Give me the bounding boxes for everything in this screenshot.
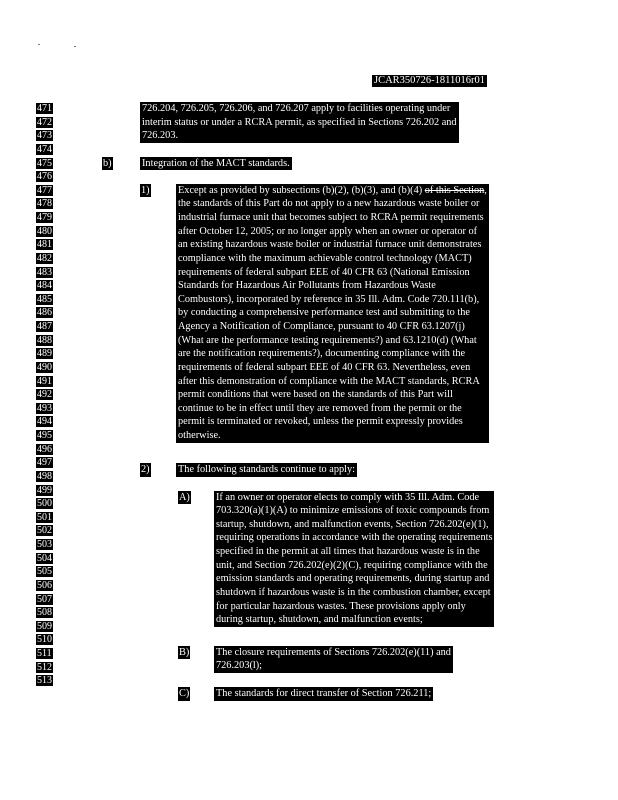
line-number: 507: [37, 593, 52, 605]
line-number: 484: [37, 280, 52, 292]
line-number: 485: [37, 293, 52, 305]
item-1-line: compliance with the maximum achievable control technology (MACT): [178, 252, 472, 264]
item-A-line: startup, shutdown, and malfunction events, Section 726.202(e)(1),: [216, 518, 489, 530]
item-A-line: emission standards and operating requirements, during startup and: [216, 573, 490, 585]
line-number: 479: [37, 212, 52, 223]
item-marker-C: C): [179, 688, 190, 699]
line-number: 501: [37, 511, 52, 523]
item-A-text: [214, 491, 494, 627]
line-number: 506: [37, 579, 52, 591]
line-number: 500: [37, 498, 52, 510]
item-1-text: [176, 184, 489, 443]
line-number: 494: [37, 416, 52, 428]
item-1-line: the standards of this Part do not apply to a new hazardous waste boiler or: [178, 198, 480, 210]
item-2-heading: The following standards continue to apply:: [178, 464, 356, 476]
item-A-line: If an owner or operator elects to comply with 35 Ill. Adm. Code: [216, 491, 480, 503]
line-number: 488: [37, 334, 52, 346]
line-number: 474: [37, 143, 52, 155]
item-1-line: by conducting a comprehensive performance test and submitting to the: [178, 307, 470, 319]
item-A-line: for particular hazardous wastes. These provisions apply only: [216, 600, 466, 612]
line-number: 492: [37, 389, 52, 401]
line-number: 502: [37, 525, 52, 537]
line-number: 512: [37, 661, 52, 673]
item-1-line: permit is terminated or revoked, unless the permit expressly provides: [178, 416, 463, 428]
item-marker-1: 1): [141, 184, 150, 196]
item-C-heading: The standards for direct transfer of Section 726.211;: [216, 688, 432, 699]
item-1-line: (What are the performance testing requirements?) and 63.1210(d) (What: [178, 334, 477, 346]
item-1-line: Agency a Notification of Compliance, pursuant to 40 CFR 63.1207(j): [178, 321, 465, 333]
item-marker-2: 2): [141, 464, 150, 476]
item-B-text: [214, 646, 453, 673]
scan-speck: [74, 46, 76, 47]
item-1-line: industrial furnace unit that becomes subject to RCRA permit requirements: [178, 212, 484, 224]
item-1-line: continue to be in effect until they are removed from the permit or the: [178, 402, 462, 414]
item-marker-A: A): [179, 491, 190, 503]
item-A-line: during startup, shutdown, and malfunction events;: [216, 614, 423, 626]
section-marker-b: b): [103, 157, 112, 169]
line-number: 475: [37, 157, 52, 169]
item-1-line: Combustors), incorporated by reference in 35 Ill. Adm. Code 720.111(b),: [178, 293, 480, 305]
line-number-column: [36, 102, 56, 688]
struck-text: of this Section: [424, 184, 485, 196]
line-number: 497: [37, 457, 52, 469]
item-1-line: Standards for Hazardous Air Pollutants from Hazardous Waste: [178, 280, 436, 292]
paragraph-line: 726.204, 726.205, 726.206, and 726.207 apply to facilities operating under: [142, 103, 451, 114]
item-1-line: otherwise.: [178, 430, 221, 442]
paragraph-line: 726.203.: [142, 130, 179, 142]
line-number: 504: [37, 552, 52, 564]
item-1-line: requirements of federal subpart EEE of 40 CFR 63 (National Emission: [178, 266, 470, 278]
line-number: 476: [37, 171, 52, 183]
item-A-line: requiring operations in accordance with the operating requirements: [216, 532, 493, 544]
item-1-line: requirements of federal subpart EEE of 40 CFR 63. Nevertheless, even: [178, 361, 471, 373]
line-number: 471: [37, 103, 52, 114]
line-number: 510: [37, 634, 52, 646]
line-number: 498: [37, 470, 52, 482]
line-number: 482: [37, 252, 52, 264]
item-A-line: 703.320(a)(1)(A) to minimize emissions of toxic compounds from: [216, 505, 490, 517]
line-number: 472: [37, 116, 52, 128]
item-A-line: shutdown if hazardous waste is in the combustion chamber, except: [216, 586, 491, 598]
line-number: 509: [37, 620, 52, 632]
paragraph-continuation: [140, 102, 459, 143]
item-1-first-line: Except as provided by subsections (b)(2), (b)(3), and (b)(4) of this Section,: [178, 184, 487, 196]
item-A-line: unit, and Section 726.202(e)(2)(C), requiring compliance with the: [216, 559, 488, 571]
line-number: 508: [37, 607, 52, 619]
line-number: 486: [37, 307, 52, 319]
document-code: JCAR350726-1811016r01: [374, 75, 486, 86]
line-number: 511: [37, 648, 52, 659]
item-1-line: after this demonstration of compliance with the MACT standards, RCRA: [178, 375, 480, 387]
line-number: 477: [37, 184, 52, 196]
item-1-line: after October 12, 2005; or no longer apply when an owner or operator of: [178, 225, 478, 237]
line-number: 487: [37, 321, 52, 332]
item-B-line: The closure requirements of Sections 726.202(e)(11) and: [216, 646, 451, 658]
section-heading-b: Integration of the MACT standards.: [142, 157, 290, 169]
item-1-line: an existing hazardous waste boiler or industrial furnace unit demonstrates: [178, 239, 482, 251]
item-marker-B: B): [179, 646, 190, 658]
paragraph-line: interim status or under a RCRA permit, as specified in Sections 726.202 and: [142, 116, 457, 128]
line-number: 478: [37, 198, 52, 210]
line-number: 493: [37, 402, 52, 414]
scan-speck: [38, 44, 40, 45]
line-number: 499: [37, 484, 52, 496]
item-A-line: specified in the permit at all times that hazardous waste is in the: [216, 546, 480, 558]
line-number: 496: [37, 443, 52, 455]
line-number: 483: [37, 266, 52, 278]
line-number: 490: [37, 361, 52, 373]
line-number: 491: [37, 375, 52, 387]
line-number: 513: [37, 675, 52, 687]
line-number: 495: [37, 430, 52, 441]
line-number: 505: [37, 566, 52, 578]
line-number: 489: [37, 348, 52, 360]
item-B-line: 726.203(l);: [216, 660, 263, 672]
item-1-line: permit conditions that were based on the standards of this Part will: [178, 389, 453, 401]
line-number: 481: [37, 239, 52, 251]
line-number: 503: [37, 539, 52, 550]
item-1-line: are the notification requirements?), documenting compliance with the: [178, 348, 466, 360]
line-number: 480: [37, 225, 52, 237]
line-number: 473: [37, 130, 52, 142]
